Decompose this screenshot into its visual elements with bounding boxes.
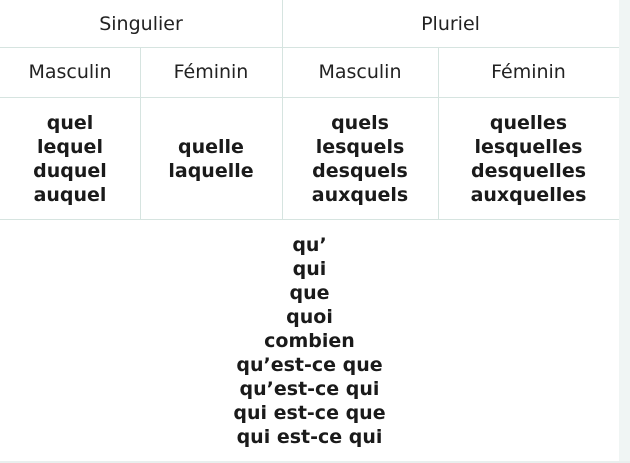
header-pluriel: Pluriel [421,12,480,35]
pronoun-word: que [289,281,330,304]
cell-masculin-pluriel [282,98,438,219]
pronoun-word: auquel [33,183,107,206]
pronoun-word: desquels [312,159,408,182]
header-feminin-pluriel: Féminin [491,61,566,83]
cell-masculin-singulier [0,98,140,219]
header-masculin-pluriel: Masculin [318,61,402,83]
table-shadow-right [619,0,630,463]
pronoun-word: qu’ [292,233,327,256]
pronoun-word: desquelles [470,159,587,182]
pronoun-word: qu’est-ce qui [239,377,380,400]
pronoun-word: quelles [489,111,568,134]
pronoun-word: quoi [286,305,333,328]
pronoun-word: qui est-ce que [233,401,386,424]
pronoun-word: duquel [33,159,107,182]
pronoun-word: lesquels [315,135,405,158]
pronoun-word: auxquelles [470,183,587,206]
pronoun-word: quelle [178,135,244,158]
pronoun-word: qu’est-ce que [236,353,383,376]
pronoun-word: lesquelles [474,135,583,158]
pronoun-word: quels [331,111,389,134]
header-singulier: Singulier [99,12,183,35]
pronoun-word: auxquels [311,183,409,206]
header-feminin-singulier: Féminin [173,61,249,83]
cell-feminin-pluriel [438,98,619,219]
pronoun-word: qui [292,257,327,280]
pronoun-word: quel [46,111,94,134]
cell-feminin-singulier [140,98,282,219]
pronoun-word: lequel [37,135,103,158]
pronoun-word: qui est-ce qui [236,425,383,448]
cell-invariable [0,220,619,461]
pronoun-word: laquelle [168,159,254,182]
pronoun-word: combien [264,329,355,352]
header-masculin-singulier: Masculin [28,61,112,83]
